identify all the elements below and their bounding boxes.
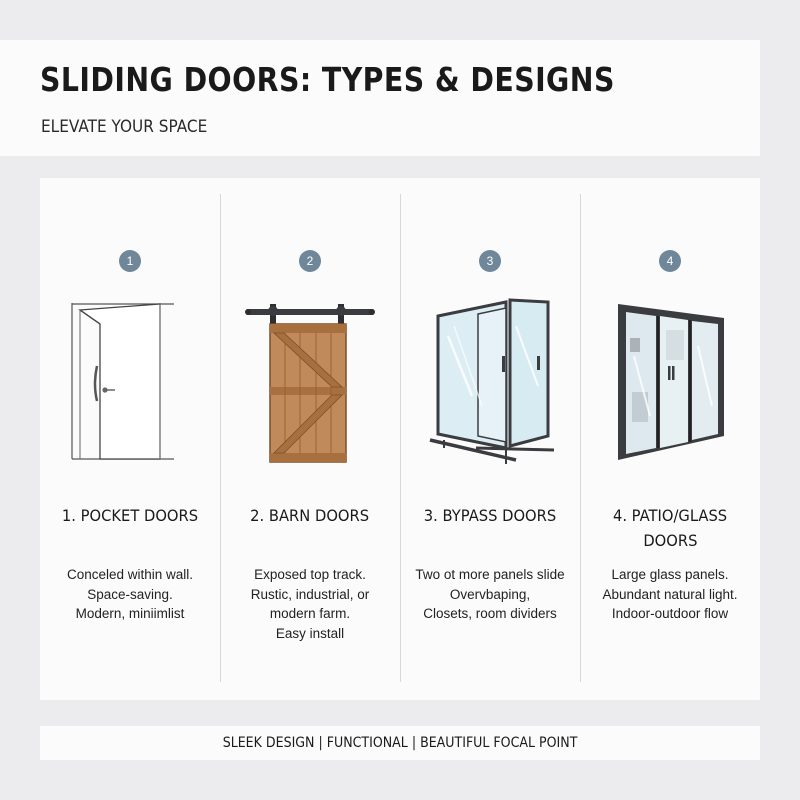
door-type-description: Large glass panels. Abundant natural light. Indoor-outdoor flow: [602, 567, 738, 621]
step-number-badge: 4: [659, 250, 681, 272]
step-number-badge: 3: [479, 250, 501, 272]
step-number-badge: 2: [299, 250, 321, 272]
header-banner: [0, 40, 760, 156]
door-type-card-patio: [580, 178, 760, 700]
patio-door-icon: [600, 296, 740, 466]
bypass-door-icon: [420, 296, 560, 466]
door-type-title: 4. PATIO/GLASS DOORS: [612, 506, 728, 550]
door-type-description: Two ot more panels slide Overvbaping, Closets, room dividers: [415, 567, 565, 621]
pocket-door-icon: [60, 296, 200, 466]
step-number-badge: 1: [119, 250, 141, 272]
door-type-title: 2. BARN DOORS: [250, 506, 370, 525]
door-type-card-bypass: [400, 178, 580, 700]
page-subtitle: ELEVATE YOUR SPACE: [41, 117, 208, 137]
door-type-card-barn: [220, 178, 400, 700]
footer-banner: [40, 726, 760, 760]
door-type-card-pocket: [40, 178, 220, 700]
door-type-title: 1. POCKET DOORS: [61, 506, 199, 525]
barn-door-icon: [240, 296, 380, 466]
door-type-description: Exposed top track. Rustic, industrial, or modern farm. Easy install: [250, 567, 370, 641]
door-types-panel: [40, 178, 760, 700]
door-type-title: 3. BYPASS DOORS: [423, 506, 557, 525]
page-title: SLIDING DOORS: TYPES & DESIGNS: [40, 60, 615, 99]
door-type-description: Conceled within wall. Space-saving. Modern, miniimlist: [66, 567, 194, 621]
footer-tagline: SLEEK DESIGN | FUNCTIONAL | BEAUTIFUL FOCAL POINT: [222, 735, 578, 751]
